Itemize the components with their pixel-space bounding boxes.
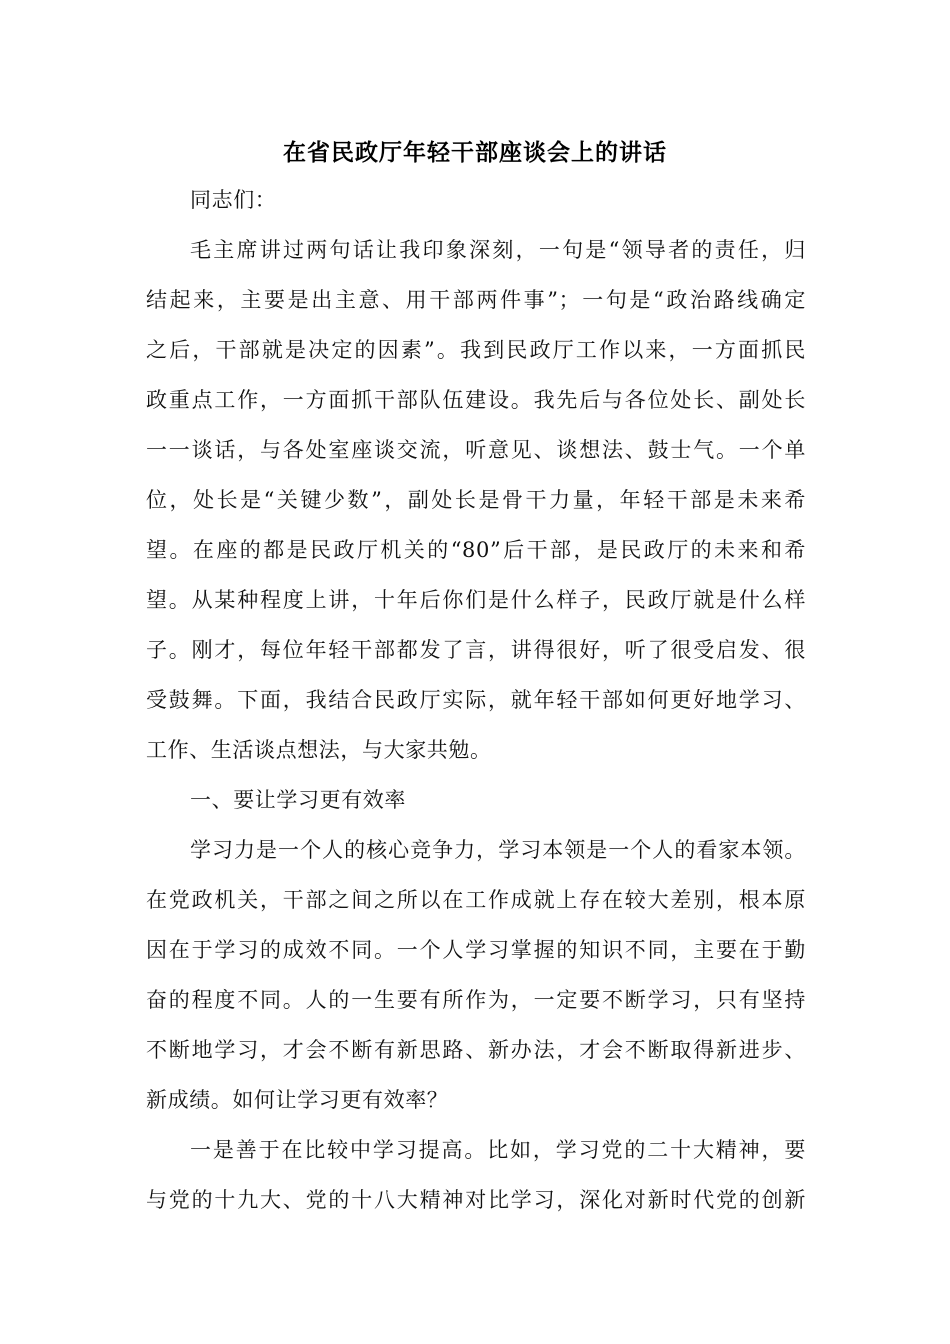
page-title: 在省民政厅年轻干部座谈会上的讲话 bbox=[283, 140, 667, 166]
body-line: 一一谈话，与各处室座谈交流，听意见、谈想法、鼓士气。一个单 bbox=[146, 438, 806, 462]
body-line: 不断地学习，才会不断有新思路、新办法，才会不断取得新进步、 bbox=[146, 1038, 806, 1062]
body-line: 望。从某种程度上讲，十年后你们是什么样子，民政厅就是什么样 bbox=[146, 588, 806, 612]
body-line: 之后，干部就是决定的因素”。我到民政厅工作以来，一方面抓民 bbox=[146, 338, 806, 362]
body-line: 因在于学习的成效不同。一个人学习掌握的知识不同，主要在于勤 bbox=[146, 938, 806, 962]
section-heading: 一、要让学习更有效率 bbox=[190, 788, 406, 812]
body-line: 结起来，主要是出主意、用干部两件事”；一句是“政治路线确定 bbox=[146, 288, 806, 312]
body-line: 受鼓舞。下面，我结合民政厅实际，就年轻干部如何更好地学习、 bbox=[146, 688, 806, 712]
body-line: 位，处长是“关键少数”，副处长是骨干力量，年轻干部是未来希 bbox=[146, 488, 806, 512]
body-line: 新成绩。如何让学习更有效率？ bbox=[146, 1088, 449, 1112]
body-line: 在党政机关，干部之间之所以在工作成就上存在较大差别，根本原 bbox=[146, 888, 806, 912]
body-line: 望。在座的都是民政厅机关的“80”后干部，是民政厅的未来和希 bbox=[146, 538, 806, 562]
body-line: 毛主席讲过两句话让我印象深刻，一句是“领导者的责任，归 bbox=[190, 238, 806, 262]
body-line: 与党的十九大、党的十八大精神对比学习，深化对新时代党的创新 bbox=[146, 1188, 806, 1212]
body-line: 学习力是一个人的核心竞争力，学习本领是一个人的看家本领。 bbox=[190, 838, 806, 862]
body-line: 一是善于在比较中学习提高。比如，学习党的二十大精神，要 bbox=[190, 1138, 806, 1162]
body-line: 政重点工作，一方面抓干部队伍建设。我先后与各位处长、副处长 bbox=[146, 388, 806, 412]
body-line: 工作、生活谈点想法，与大家共勉。 bbox=[146, 738, 492, 762]
body-line: 子。刚才，每位年轻干部都发了言，讲得很好，听了很受启发、很 bbox=[146, 638, 806, 662]
salutation: 同志们： bbox=[190, 188, 277, 212]
body-line: 奋的程度不同。人的一生要有所作为，一定要不断学习，只有坚持 bbox=[146, 988, 806, 1012]
